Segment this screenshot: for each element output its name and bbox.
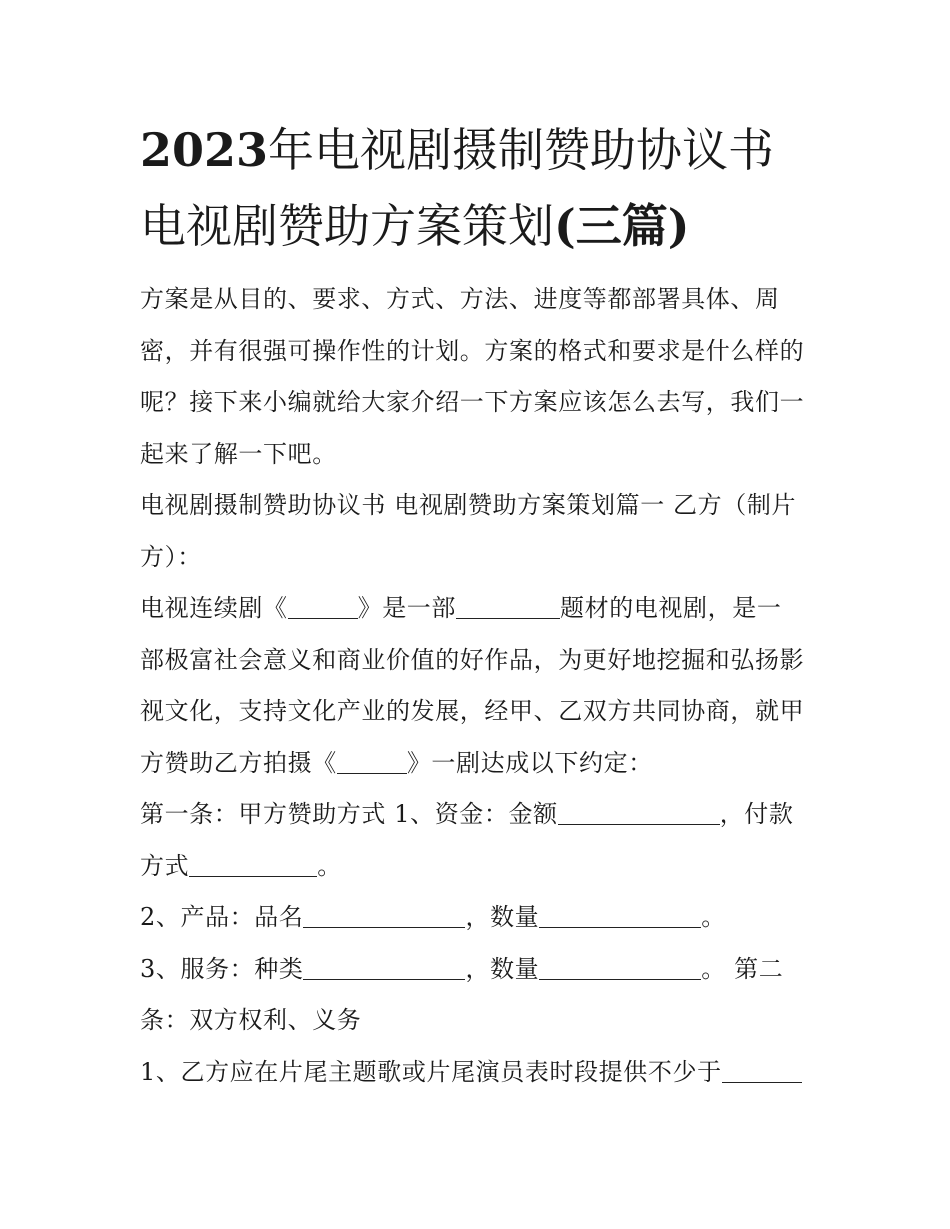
text-span: ，付款 [719, 800, 794, 828]
intro-line: 起来了解一下吧。 [140, 439, 337, 468]
paragraph-drama-intro [140, 583, 812, 789]
blank-field [456, 594, 560, 619]
text-span: ，数量 [465, 903, 540, 931]
text-span: 方赞助乙方拍摄《 [140, 748, 337, 777]
paragraph-line [140, 738, 812, 790]
section-heading-line: 电视剧摄制赞助协议书 电视剧赞助方案策划篇一 乙方（制片 [140, 491, 797, 519]
text-span: 》一剧达成以下约定： [406, 748, 653, 777]
blank-field [288, 594, 358, 619]
title-main-text: 年电视剧摄制赞助协议书 [268, 123, 775, 177]
blank-field [337, 749, 407, 774]
item-rights-1 [140, 1047, 812, 1099]
paragraph-line [140, 789, 812, 841]
text-span: ，数量 [465, 954, 540, 983]
paragraph-line [140, 841, 812, 893]
blank-field [539, 903, 701, 928]
text-span: 》是一部 [357, 594, 457, 622]
text-span: 电视连续剧《 [140, 594, 288, 622]
text-span: 3、服务：种类 [140, 954, 304, 983]
item-2 [140, 892, 812, 944]
intro-paragraph [140, 274, 812, 480]
text-span: 方式 [140, 851, 190, 880]
document-title-line-2 [140, 188, 820, 264]
paragraph-line [140, 1047, 812, 1099]
section-heading [140, 480, 812, 583]
paragraph-line [140, 892, 812, 944]
paragraph-line: 条：双方权利、义务 [140, 1006, 362, 1034]
title-subtitle: 电视剧赞助方案策划 [140, 199, 554, 253]
paragraph-line [140, 944, 812, 996]
paragraph-line: 部极富社会意义和商业价值的好作品，为更好地挖掘和弘扬影 [140, 645, 805, 674]
blank-field [189, 852, 317, 877]
text-span: 。 第二 [701, 954, 784, 983]
text-span: 第一条：甲方赞助方式 1、资金：金额 [140, 800, 558, 828]
text-span: 1、乙方应在片尾主题歌或片尾演员表时段提供不少于 [140, 1057, 722, 1086]
intro-line: 方案是从目的、要求、方式、方法、进度等都部署具体、周 [140, 285, 780, 313]
document-title-line-1 [140, 112, 820, 188]
blank-field [303, 903, 465, 928]
item-3 [140, 944, 812, 1047]
text-span: 2、产品：品名 [140, 903, 304, 931]
paragraph-line [140, 583, 812, 635]
clause-1 [140, 789, 812, 892]
text-span: 。 [317, 851, 342, 880]
blank-field [539, 955, 701, 980]
text-span: 题材的电视剧，是一 [560, 594, 782, 622]
document-body [140, 274, 812, 1098]
paragraph-line: 视文化，支持文化产业的发展，经甲、乙双方共同协商，就甲 [140, 697, 805, 725]
blank-field [558, 800, 720, 825]
title-subtitle-paren: (三篇) [554, 199, 690, 253]
title-year: 2023 [140, 123, 269, 177]
intro-line: 呢？接下来小编就给大家介绍一下方案应该怎么去写，我们一 [140, 388, 805, 416]
text-span: 。 [701, 903, 726, 931]
section-heading-line: 方）： [140, 542, 202, 571]
blank-field [722, 1058, 802, 1083]
intro-line: 密，并有很强可操作性的计划。方案的格式和要求是什么样的 [140, 336, 805, 365]
blank-field [303, 955, 465, 980]
